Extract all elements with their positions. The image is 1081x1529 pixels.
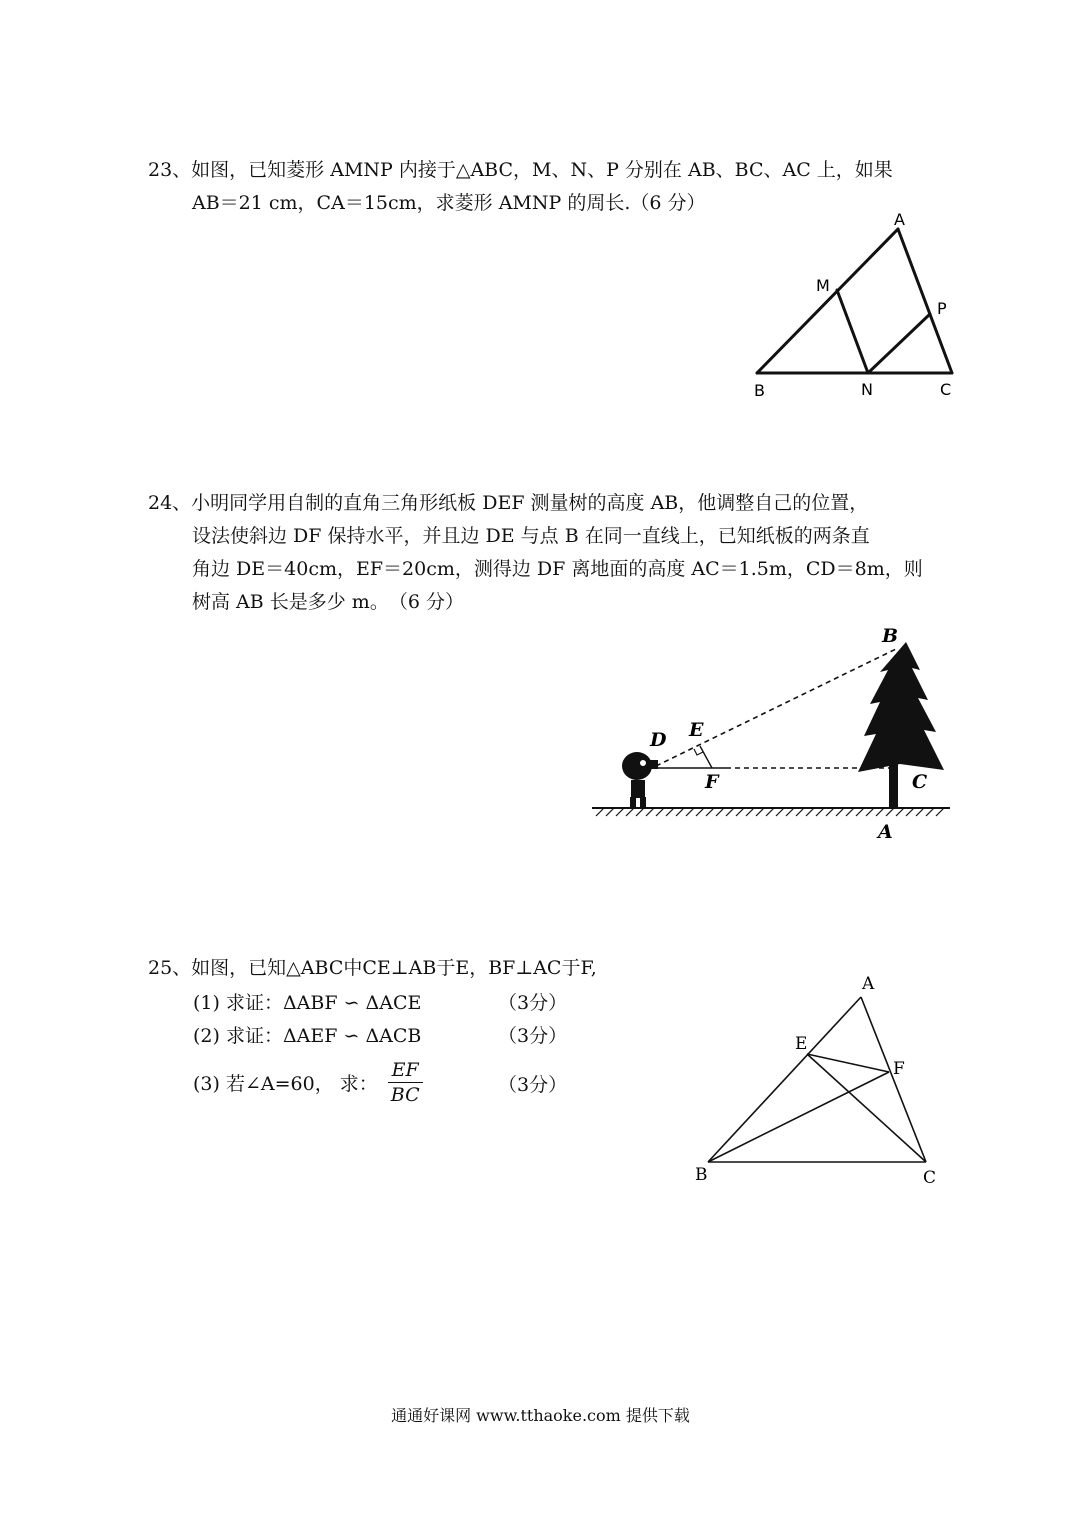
q24-label-a: A — [878, 821, 893, 843]
q24-line3: 角边 DE＝40cm，EF＝20cm，测得边 DF 离地面的高度 AC＝1.5m，CD＝8m，则 — [192, 558, 923, 580]
q25-edge-ef — [807, 1054, 889, 1072]
q23-edge-np — [868, 314, 930, 373]
q24-edge-ef — [700, 746, 712, 768]
q23-label-b: B — [754, 381, 765, 400]
q25-part2-text: (2) 求证：ΔAEF ∽ ΔACB — [193, 1025, 422, 1047]
q25-edge-ac — [861, 997, 926, 1162]
q23-edge-mn — [837, 290, 868, 373]
q25-line1: 25、如图，已知△ABC中CE⊥AB于E，BF⊥AC于F, — [148, 957, 597, 979]
q24-label-c: C — [912, 771, 928, 793]
q23-label-c: C — [940, 380, 952, 399]
q23-label-m: M — [816, 276, 830, 295]
q25-label-c: C — [923, 1168, 937, 1188]
q25-edge-bf — [708, 1072, 889, 1162]
q25-part3-score: （3分） — [498, 1074, 568, 1096]
q25-fraction-numerator: EF — [388, 1058, 423, 1083]
q25-fraction — [388, 1058, 423, 1107]
q24-line4: 树高 AB 长是多少 m。 （6 分） — [192, 591, 464, 613]
page-footer: 通通好课网 www.tthaoke.com 提供下载 — [391, 1406, 690, 1425]
q24-line1: 24、小明同学用自制的直角三角形纸板 DEF 测量树的高度 AB，他调整自己的位置， — [148, 492, 869, 514]
q25-part3 — [193, 1058, 568, 1107]
q25-figure — [690, 965, 950, 1190]
q25-label-e: E — [795, 1034, 808, 1054]
q23-label-a: A — [894, 210, 905, 229]
q23-label-p: P — [937, 299, 947, 318]
q24-tree — [858, 642, 944, 808]
q24-sightline-db — [656, 648, 898, 766]
q23-edge-ab — [757, 229, 898, 373]
q24-figure — [590, 620, 960, 845]
q24-line2: 设法使斜边 DF 保持水平，并且边 DE 与点 B 在同一直线上，已知纸板的两条直 — [192, 525, 870, 547]
q25-part1-score: （3分） — [498, 992, 568, 1014]
q23-line1: 23、如图，已知菱形 AMNP 内接于△ABC，M、N、P 分别在 AB、BC、AC 上，如果 — [148, 159, 893, 181]
q25-part2-score: （3分） — [498, 1025, 568, 1047]
q23-figure — [740, 210, 980, 400]
q24-label-f: F — [705, 771, 719, 793]
q25-fraction-denominator: BC — [390, 1084, 420, 1106]
q24-ground-hatch — [596, 808, 944, 816]
q25-label-b: B — [695, 1165, 708, 1185]
q25-part1-text: (1) 求证：ΔABF ∽ ΔACE — [193, 992, 422, 1014]
q24-label-e: E — [689, 719, 704, 741]
q25-part1 — [193, 988, 568, 1015]
q23-label-n: N — [861, 380, 873, 399]
q24-label-b: B — [882, 625, 899, 647]
q25-edge-ab — [708, 997, 861, 1162]
q24-label-d: D — [650, 729, 667, 751]
q25-part3-text: (3) 若∠A=60， 求： — [193, 1073, 378, 1095]
question-24 — [148, 487, 923, 619]
q25-label-f: F — [893, 1059, 905, 1079]
q23-line2: AB＝21 cm，CA＝15cm，求菱形 AMNP 的周长.（6 分） — [192, 192, 706, 214]
q25-label-a: A — [862, 974, 875, 994]
q25-part2 — [193, 1021, 568, 1048]
q24-person — [622, 752, 658, 807]
q25-edge-ce — [807, 1054, 926, 1162]
question-25 — [148, 952, 597, 985]
